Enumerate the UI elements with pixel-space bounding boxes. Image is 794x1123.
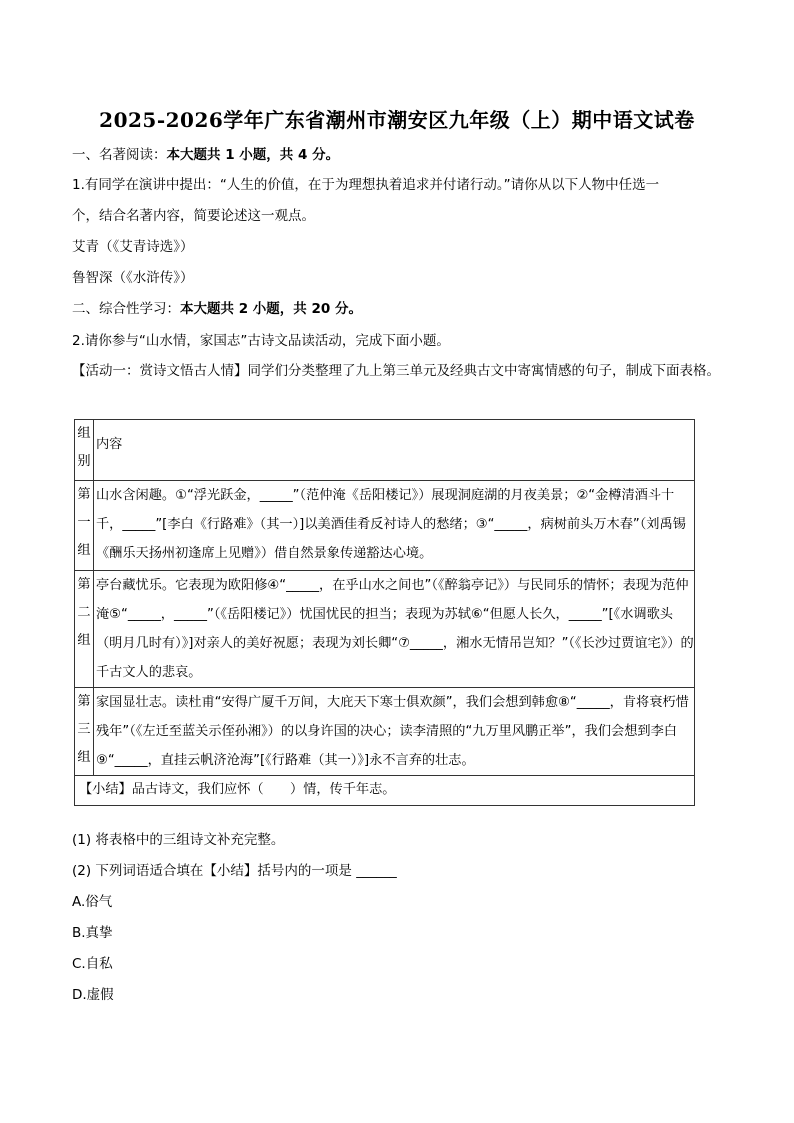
q2-intro: 2.请你参与“山水情，家国志”古诗文品读活动，完成下面小题。: [72, 333, 450, 349]
content-cell: 家国显壮志。读杜甫“安得广厦千万间，大庇天下寒士俱欢颜”，我们会想到韩愈⑧“_____，肯将衰朽惜残年”（《左迁至蓝关示侄孙湘》）的以身许国的决心；读李清照的“九万里风鹏正举”，我们会想到李白⑨“_____，直挂云帆济沧海”[《行路难（其一）》]永不言弃的壮志。: [94, 688, 695, 776]
q1-line-2: 个，结合名著内容，简要论述这一观点。: [72, 208, 315, 224]
header-content-cell: 内容: [94, 420, 695, 481]
q1-option-2: 鲁智深（《水浒传》）: [72, 270, 194, 286]
table-row: [75, 571, 695, 688]
section-1-desc: 本大题共 1 小题，共 4 分。: [166, 147, 340, 163]
group-cell: 第一组: [75, 481, 94, 571]
content-cell: 山水含闲趣。①“浮光跃金，_____”（范仲淹《岳阳楼记》）展现洞庭湖的月夜美景；②“金樽清酒斗十千，_____”[李白《行路难》（其一）]以美酒佳肴反衬诗人的愁绪；③“_____，病树前头万木春”（刘禹锡《酬乐天扬州初逢席上见赠》）借自然景象传递豁达心境。: [94, 481, 695, 571]
poetry-table: [74, 419, 695, 806]
section-2-header: [72, 300, 362, 318]
choice-b: B.真挚: [72, 925, 113, 941]
choice-d: D.虚假: [72, 987, 114, 1003]
content-cell: 亭台藏忧乐。它表现为欧阳修④“_____，在乎山水之间也”（《醉翁亭记》）与民同乐的情怀；表现为范仲淹⑤“_____，_____”（《岳阳楼记》）忧国忧民的担当；表现为苏轼⑥“但愿人长久，_____”[《水调歌头（明月几时有）》]对亲人的美好祝愿；表现为刘长卿“⑦_____，湘水无情吊岂知？”（《长沙过贾谊宅》）的千古文人的悲哀。: [94, 571, 695, 688]
sub-question-2: (2) 下列词语适合填在【小结】括号内的一项是 ______: [72, 863, 397, 879]
group-cell: 第三组: [75, 688, 94, 776]
header-group-cell: 组别: [75, 420, 94, 481]
section-2-head: 二、综合性学习：: [72, 301, 180, 317]
sub-question-1: (1) 将表格中的三组诗文补充完整。: [72, 832, 285, 848]
q1-line-1: 1.有同学在演讲中提出：“人生的价值，在于为理想执着追求并付诸行动。”请你从以下人物中任选一: [72, 177, 660, 193]
section-1-header: [72, 146, 339, 164]
table-row: [75, 688, 695, 776]
q1-option-1: 艾青（《艾青诗选》）: [72, 239, 194, 255]
summary-row: [75, 776, 695, 806]
group-cell: 第二组: [75, 571, 94, 688]
table-row: [75, 481, 695, 571]
section-2-desc: 本大题共 2 小题，共 20 分。: [180, 301, 362, 317]
choice-c: C.自私: [72, 956, 113, 972]
summary-cell: 【小结】品古诗文，我们应怀（ ）情，传千年志。: [75, 776, 695, 806]
choice-a: A.俗气: [72, 894, 113, 910]
page-title: 2025-2026学年广东省潮州市潮安区九年级（上）期中语文试卷: [99, 108, 695, 132]
table-header-row: [75, 420, 695, 481]
q2-activity: 【活动一：赏诗文悟古人情】同学们分类整理了九上第三单元及经典古文中寄寓情感的句子，制成下面表格。: [72, 363, 720, 379]
section-1-head: 一、名著阅读：: [72, 147, 167, 163]
